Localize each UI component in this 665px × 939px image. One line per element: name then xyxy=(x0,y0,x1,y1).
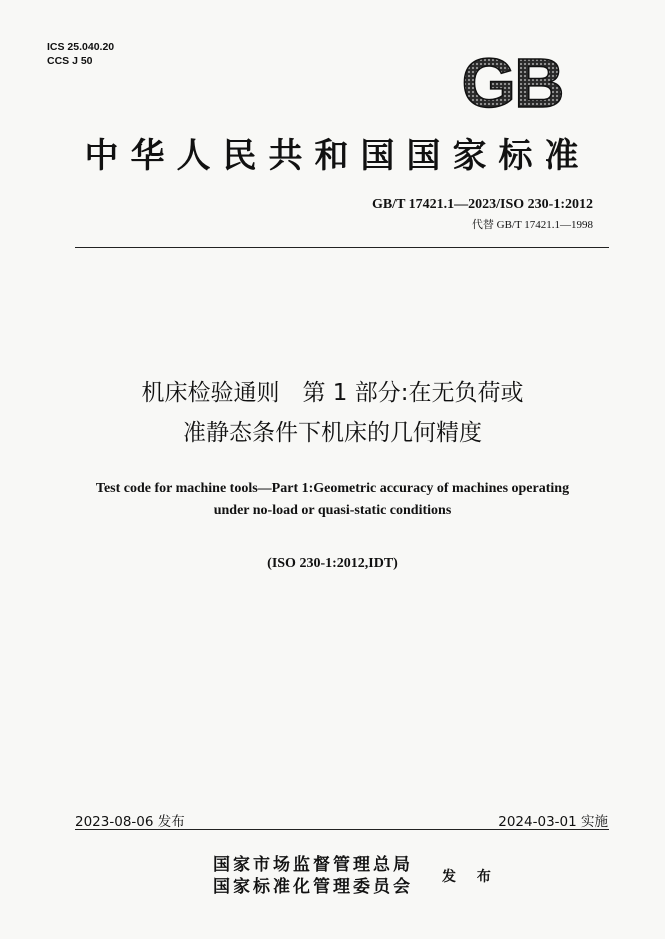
chinese-title-line-1: 机床检验通则 第 1 部分:在无负荷或 xyxy=(141,380,524,406)
replaces-standard: 代替 GB/T 17421.1—1998 xyxy=(471,219,593,231)
issuer-sac: 国家标准化管理委员会 xyxy=(213,877,413,897)
footer-divider xyxy=(75,829,609,830)
classification-codes xyxy=(47,40,114,68)
issue-date: 2023-08-06 发布 xyxy=(75,814,185,830)
english-title-line-2: under no-load or quasi-static conditions xyxy=(213,503,452,518)
chinese-title-line-2: 准静态条件下机床的几何精度 xyxy=(183,420,482,446)
standard-number: GB/T 17421.1—2023/ISO 230-1:2012 xyxy=(371,197,593,212)
iso-equivalence: (ISO 230-1:2012,IDT) xyxy=(267,556,398,571)
svg-text:GB: GB xyxy=(461,50,563,112)
ics-code: ICS 25.040.20 xyxy=(47,41,115,53)
publish-label: 发 布 xyxy=(442,869,499,885)
implement-date: 2024-03-01 实施 xyxy=(498,814,608,830)
english-title-line-1: Test code for machine tools—Part 1:Geometric accuracy of machines operating xyxy=(95,481,570,496)
gb-logo xyxy=(447,50,577,112)
issuing-authorities xyxy=(213,854,413,898)
issuer-samr: 国家市场监督管理总局 xyxy=(213,855,413,875)
header-divider xyxy=(75,247,609,248)
national-standard-title: 中华人民共和国国家标准 xyxy=(84,136,591,176)
ccs-code: CCS J 50 xyxy=(47,55,93,67)
